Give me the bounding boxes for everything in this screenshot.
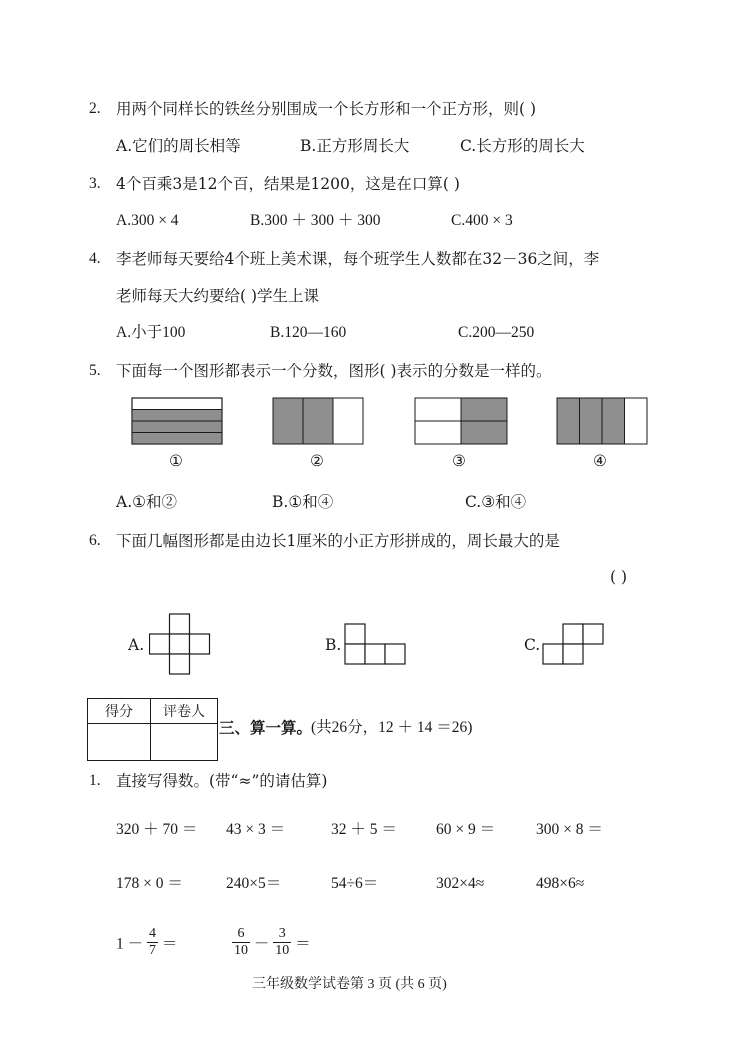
grader-cell[interactable] [151, 724, 218, 761]
q5-option-c: C.③和④ [465, 493, 527, 511]
calc-item: 240×5＝ [226, 875, 282, 892]
q6-stem: 下面几幅图形都是由边长1厘米的小正方形拼成的，周长最大的是 [116, 532, 560, 550]
q4-option-a: A.小于100 [116, 324, 186, 341]
score-column-header: 得分 [88, 699, 151, 724]
figure-3-label: ③ [452, 452, 466, 470]
grader-column-header: 评卷人 [151, 699, 218, 724]
q6-option-a: A. [128, 636, 145, 654]
calc-item: 498×6≈ [536, 875, 585, 892]
q5-option-a: A.①和② [116, 493, 178, 511]
q4-stem-line1: 李老师每天要给4个班上美术课，每个班学生人数都在32－36之间，李 [116, 250, 600, 268]
q6-figure-a-cross [149, 613, 211, 675]
q6-option-c: C. [524, 636, 541, 654]
calc-item: 302×4≈ [436, 875, 485, 892]
calc-item: 54÷6＝ [331, 875, 379, 892]
fraction-expression-1 [116, 926, 177, 959]
equals-sign: ＝ [161, 935, 178, 953]
calc-item: 178 × 0 ＝ [116, 875, 183, 892]
fraction-1-whole: 1 － [116, 935, 144, 953]
q4-number: 4. [89, 250, 101, 267]
figure-3-quarters [415, 398, 507, 444]
fraction-3-10 [273, 926, 291, 959]
q6-figure-c-s-shape [542, 623, 606, 665]
q4-stem-line2: 老师每天大约要给( )学生上课 [116, 287, 320, 305]
q3-option-c: C.400 × 3 [451, 212, 513, 229]
q6-number: 6. [89, 532, 101, 549]
fraction-6-10 [232, 926, 250, 959]
calc-1-number: 1. [89, 772, 101, 789]
q2-option-a: A.它们的周长相等 [116, 137, 241, 155]
calc-item: 320 ＋ 70 ＝ [116, 821, 198, 838]
section-3-title: 三、算一算。 [219, 718, 313, 737]
calc-item: 60 × 9 ＝ [436, 821, 496, 838]
q6-option-b: B. [325, 636, 342, 654]
q5-fraction-figures [130, 397, 650, 447]
page-footer: 三年级数学试卷第 3 页 (共 6 页) [252, 977, 447, 992]
score-table [87, 698, 218, 761]
calc-item: 32 ＋ 5 ＝ [331, 821, 397, 838]
q4-option-c: C.200—250 [458, 324, 535, 341]
fraction-denominator: 7 [149, 943, 157, 958]
q6-figure-b-l-shape [344, 623, 408, 665]
score-cell[interactable] [88, 724, 151, 761]
q5-stem: 下面每一个图形都表示一个分数，图形( )表示的分数是一样的。 [116, 362, 552, 380]
calc-item: 300 × 8 ＝ [536, 821, 603, 838]
fraction-denominator: 10 [234, 943, 248, 958]
q6-answer-parens: ( ) [610, 568, 628, 586]
fraction-denominator: 10 [275, 943, 290, 958]
minus-sign: － [253, 935, 270, 953]
section-3-points: (共26分，12 ＋ 14 ＝26) [311, 719, 473, 736]
calc-1-stem: 直接写得数。(带“≈”的请估算) [116, 772, 328, 790]
fraction-numerator: 3 [273, 926, 291, 943]
figure-4-quarters [557, 398, 647, 444]
q5-number: 5. [89, 362, 101, 379]
figure-4-label: ④ [593, 452, 607, 470]
figure-2-thirds [273, 398, 363, 444]
fraction-expression-2 [232, 926, 311, 959]
figure-1-label: ① [169, 452, 183, 470]
fraction-numerator: 6 [232, 926, 250, 943]
calc-item: 43 × 3 ＝ [226, 821, 286, 838]
q2-number: 2. [89, 100, 101, 117]
q3-option-b: B.300 ＋ 300 ＋ 300 [250, 212, 381, 229]
figure-1-strips [132, 398, 222, 444]
figure-2-label: ② [310, 452, 324, 470]
q3-option-a: A.300 × 4 [116, 212, 179, 229]
q3-number: 3. [89, 175, 101, 192]
q2-option-b: B.正方形周长大 [300, 137, 410, 155]
q4-option-b: B.120—160 [270, 324, 347, 341]
q2-option-c: C.长方形的周长大 [460, 137, 585, 155]
fraction-numerator: 4 [149, 926, 157, 941]
q3-stem: 4个百乘3是12个百，结果是1200，这是在口算( ) [116, 175, 460, 193]
q5-option-b: B.①和④ [272, 493, 334, 511]
equals-sign: ＝ [295, 935, 311, 953]
fraction-4-7 [147, 926, 158, 959]
q2-stem: 用两个同样长的铁丝分别围成一个长方形和一个正方形，则( ) [116, 100, 537, 118]
